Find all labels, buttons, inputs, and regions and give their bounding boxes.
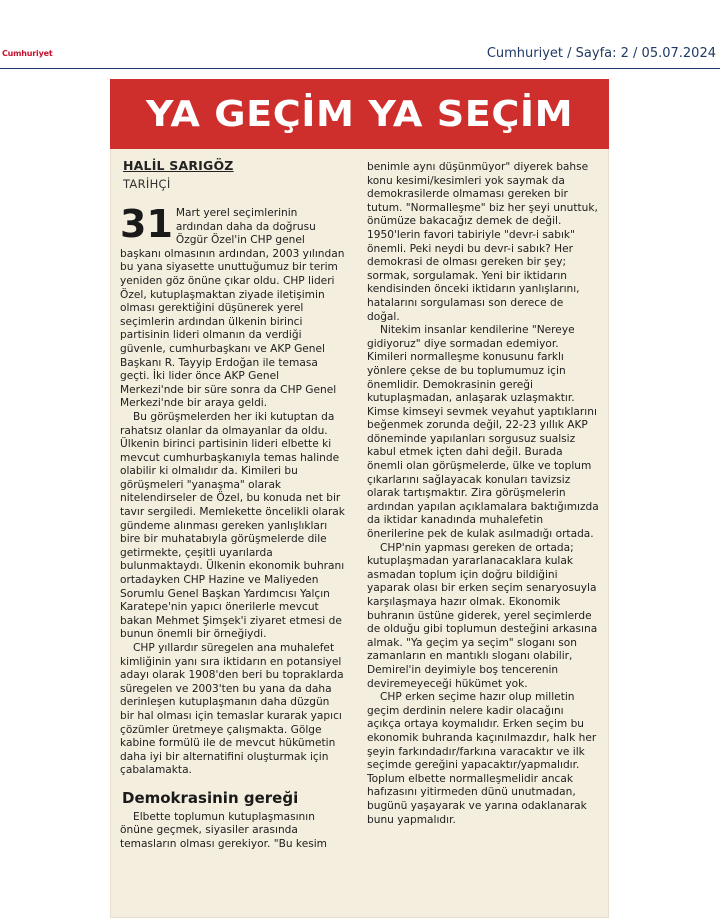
author-role: TARİHÇİ — [123, 177, 171, 191]
author-name: HALİL SARIGÖZ — [123, 158, 234, 173]
article-column-2 — [367, 161, 599, 827]
paragraph: Bu görüşmelerden her iki kutuptan da rahatsız olanlar da olmayanlar da oldu. Ülkenin birinci partisinin lideri elbette ki mevcut cumhurbaşkanıyla temas halinde olabilir ki olmalıdır da. Kimileri bu görüşmeleri "yanaşma" olarak nitelendirseler de Özel, bu konuda net bir tavır sergiledi. Memlekette öncelikli olarak gündeme alınması gereken yanlışlıkları bire bir muhatabıyla görüşmelerde dile getirmekte, çeşitli uyarılarda bulunmaktaydı. Ülkenin ekonomik buhranı ortadayken CHP Hazine ve Maliyeden Sorumlu Genel Başkan Yardımcısı Yalçın Karatepe'nin yapıcı önerilerle mevcut bakan Mehmet Şimşek'i ziyaret etmesi de bunun önemli bir örneğiydi. — [120, 410, 345, 641]
newspaper-clipping — [110, 79, 609, 918]
paragraph: CHP yıllardır süregelen ana muhalefet kimliğinin yanı sıra iktidarın en potansiyel adayı olarak 1908'den beri bu topraklarda süregelen ve 2003'ten bu yana da daha derinleşen kutuplaşmanın daha düzgün bir hal olması için temaslar kurarak yapıcı çözümler üretmeye çalışmakta. Gölge kabine formülü ile de mevcut hükümetin daha iyi bir alternatifini oluşturmak için çabalamakta. — [120, 642, 344, 777]
headline-banner — [110, 79, 609, 149]
drop-cap: 31 — [120, 202, 173, 246]
page-header — [0, 0, 720, 70]
paragraph: CHP'nin yapması gereken de ortada; kutuplaşmadan yararlanacaklara kulak asmadan toplum için doğru bildiğini yaparak olası bir erken seçim senaryosuyla karşılaşmaya hazır olmak. Ekonomik buhranın üstüne giderek, yerel seçimlerde de olduğu gibi toplumun desteğini arkasına almak. "Ya geçim ya seçim" sloganı son zamanların en mantıklı sloganı olabilir, Demirel'in deyimiyle boş tencerenin deviremeyeceği hükümet yok. — [367, 541, 598, 690]
subheading: Demokrasinin gereği — [122, 788, 299, 807]
paragraph: Nitekim insanlar kendilerine "Nereye gidiyoruz" diye sormadan edemiyor. Kimileri normalleşme konusunu farklı yönlere çekse de bu toplumumuz için önemlidir. Demokrasinin gereği kutuplaşmadan, anlaşarak uzlaşmaktır. Kimse kimseyi sevmek veyahut yaptıklarını beğenmek zorunda değil, 22-23 yıllık AKP döneminde yapılanları sorgusuz sualsiz kabul etmek içten dahi değil. Burada önemli olan görüşmelerde, ülke ve toplum çıkarlarını sağlayacak konuları tavizsiz olarak tartışmaktır. Zira görüşmelerin ardından yapılan açıklamalara baktığımızda da iktidar kanadında muhalefetin önerilerine pek de kulak asılmadığı ortada. — [367, 324, 599, 541]
paragraph — [120, 202, 346, 411]
page-info: Cumhuriyet / Sayfa: 2 / 05.07.2024 — [486, 46, 716, 61]
paragraph: benimle aynı düşünmüyor" diyerek bahse konu kesimi/kesimleri yok saymak da demokrasilerde olmaması gereken bir tutum. "Normalleşme" biz her şeyi unuttuk, önümüze bakacağız demek de değil. 1950'lerin favori tabiriyle "devr-i sabık" önemli. Peki neydi bu devr-i sabık? Her demokrasi de olması gereken bir şey; sormak, sorgulamak. Yeni bir iktidarın kendisinden önceki iktidarın yanlışlarını, hatalarını sorgulaması son derece de doğal. — [367, 161, 598, 323]
article-column-1 — [120, 202, 346, 851]
header-divider — [0, 68, 720, 69]
paragraph: Elbette toplumun kutuplaşmasının önüne geçmek, siyasiler arasında temasların olması gerekiyor. "Bu kesim — [120, 810, 327, 850]
headline: YA GEÇİM YA SEÇİM — [145, 93, 574, 135]
byline — [123, 158, 234, 191]
paragraph-text: Mart yerel seçimlerinin ardından daha da doğrusu Özgür Özel'in CHP genel başkanı olmasının ardından, 2003 yılından bu yana siyasette unuttuğumuz bir terim yeniden göz önüne çıkar oldu. CHP lideri Özel, kutuplaşmaktan ziyade iletişimin olması gerektiğini düşünerek yerel seçimlerin ardından ülkenin birinci partisinin lideri olmanın da verdiği güvenle, cumhurbaşkanı ve AKP Genel Başkanı R. Tayyip Erdoğan ile temasa geçti. İki lider önce AKP Genel Merkezi'nde bir süre sonra da CHP Genel Merkezi'nde bir araya geldi. — [120, 207, 345, 410]
paragraph: CHP erken seçime hazır olup milletin geçim derdinin nelere kadir olacağını açıkça ortaya koymalıdır. Erken seçim bu ekonomik buhranda kaçınılmazdır, halk her şeyin farkındadır/farkına varacaktır ve ilk seçimde gereğini yapacaktır/yapmalıdır. Toplum elbette normalleşmelidir ancak hafızasını yitirmeden dünü unutmadan, bugünü yaşayarak ve yarına odaklanarak bunu yapmalıdır. — [367, 691, 597, 826]
brand-logo: Cumhuriyet — [2, 49, 53, 58]
